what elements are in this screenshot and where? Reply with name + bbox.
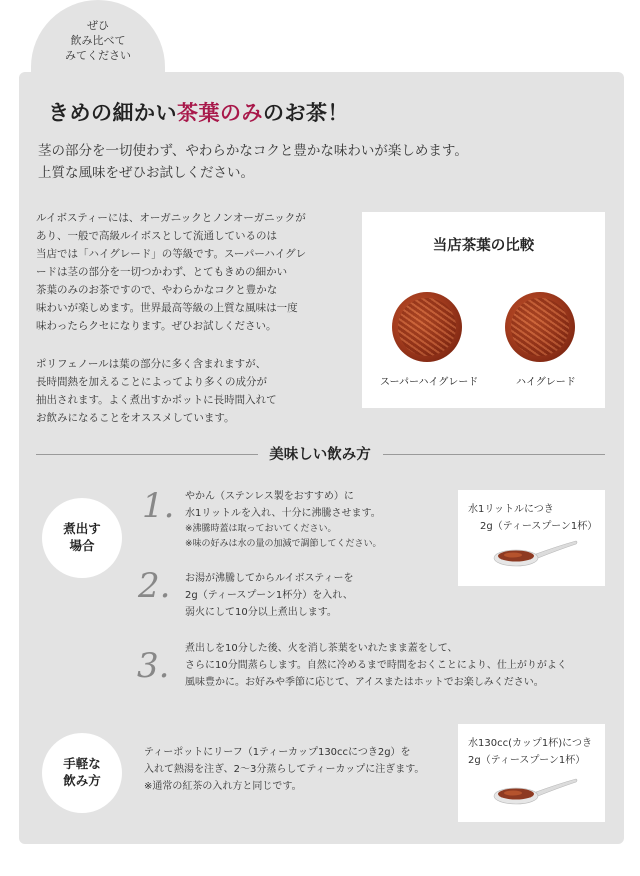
teaspoon-icon xyxy=(492,776,578,806)
how-to-title: 美味しい飲み方 xyxy=(269,446,371,463)
step-1-note: ※沸騰時蓋は取っておいてください。 xyxy=(185,524,337,534)
step-number-1: 1. xyxy=(142,486,175,526)
step-3-text: 煮出しを10分した後、火を消し茶葉をいれたまま蓋をして、 さらに10分間蒸らします。自然に冷めるまで時間をおくことにより、仕上がりがよく 風味豊かに。お好みや季節に応じて、アイスまたはホットでお楽しみください。 xyxy=(185,643,567,688)
step-2-text: お湯が沸騰してからルイボスティーを 2g（ティースプーン1杯分）を入れ、 弱火にして10分以上煮出します。 xyxy=(185,573,354,618)
comparison-title: 当店茶葉の比較 xyxy=(432,237,535,254)
easy-method-text: ティーポットにリーフ（1ティーカップ130ccにつき2g）を 入れて熱湯を注ぎ、2〜3分蒸らしてティーカップに注ぎます。 ※通常の紅茶の入れ方と同じです。 xyxy=(144,747,425,792)
high-grade-leaf-image xyxy=(505,292,575,362)
badge-text: ぜひ 飲み比べて みてください xyxy=(65,19,131,62)
divider-right xyxy=(383,454,605,455)
boil-measure-box: 水1リットルにつき 2g（ティースプーン1杯） xyxy=(458,490,605,586)
description-paragraph-1: ルイボスティーには、オーガニックとノンオーガニックが あり、一般で高級ルイボスとして流通しているのは 当店では「ハイグレード」の等級です。スーパーハイグレ ードは茎の部分を一切つかわず、とてもきめの細かい 茶葉のみのお茶ですので、やわらかなコクと豊かな 味わいが楽しめます。世界最高等級の上質な風味は一度 味わったらクセになります。ぜひお試しください。 xyxy=(36,212,307,332)
step-1-text: やかん（ステンレス製をおすすめ）に 水1リットルを入れ、十分に沸騰させます。 ※沸騰時蓋は取っておいてください。 ※味の好みは水の量の加減で調節してください。 xyxy=(185,488,382,552)
easy-method-label: 手軽な 飲み方 xyxy=(42,733,122,813)
easy-measure-box: 水130cc(カップ1杯)につき 2g（ティースプーン1杯） xyxy=(458,724,605,822)
step-number-3: 3. xyxy=(137,646,170,686)
super-high-grade-leaf-image xyxy=(392,292,462,362)
lead-text: 茎の部分を一切使わず、やわらかなコクと豊かな味わいが楽しめます。 上質な風味をぜひお試しください。 xyxy=(38,143,468,181)
headline-accent: 茶葉のみ xyxy=(177,100,263,125)
step-number-2: 2. xyxy=(138,566,171,606)
super-high-grade-label: スーパーハイグレード xyxy=(380,377,479,388)
headline: きめの細かい茶葉のみのお茶！ xyxy=(48,100,349,125)
boil-method-label: 煮出す 場合 xyxy=(42,498,122,578)
teaspoon-icon xyxy=(492,538,578,568)
tea-leaf-comparison xyxy=(362,212,605,408)
high-grade-label: ハイグレード xyxy=(516,377,576,388)
step-1-note: ※味の好みは水の量の加減で調節してください。 xyxy=(185,539,382,549)
description-paragraph-2: ポリフェノールは葉の部分に多く含まれますが、 長時間熱を加えることによってより多くの成分が 抽出されます。よく煮出すかポットに長時間入れて お飲みになることをオススメしています。 xyxy=(36,358,277,424)
